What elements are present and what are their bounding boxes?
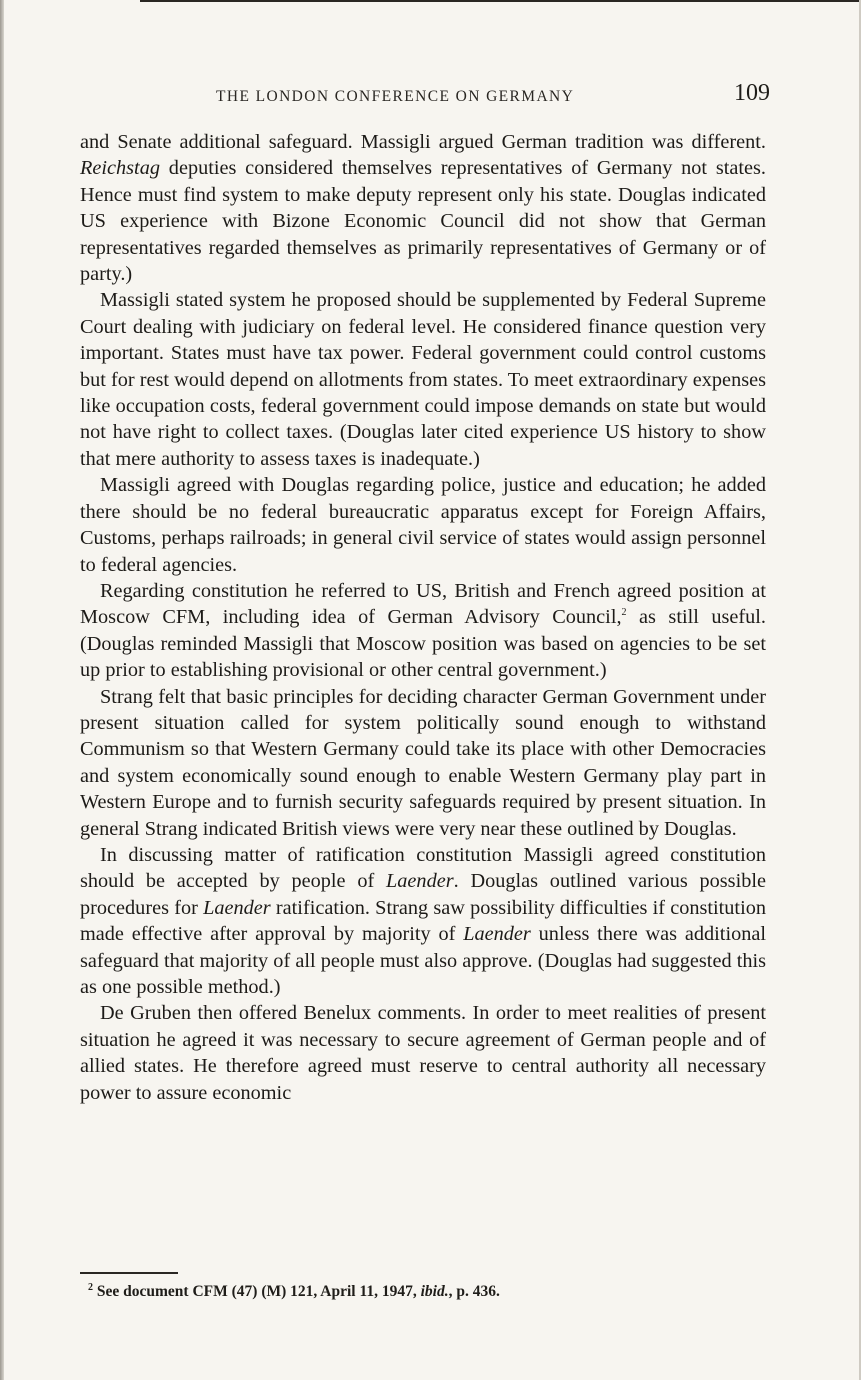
paragraph-4-text: Regarding constitution he referred to US, British and French agreed position at Moscow CFM, including idea of German Advisory Council, [80, 579, 766, 629]
footnote [80, 1283, 778, 1301]
page-number: 109 [734, 80, 770, 106]
footnote-text-b: , p. 436. [448, 1283, 500, 1300]
paragraph-5: Strang felt that basic principles for deciding character German Government under present situation called for system politically sound enough to withstand Communism so that Western Germany could take its place with other Democracies and system economically sound enough to enable Western Germany play part in Western Europe and to furnish security safeguards required by present situation. In general Strang indicated British views were very near these outlined by Douglas. [80, 685, 766, 840]
page-binding-edge [0, 0, 4, 1380]
paragraph-4 [80, 578, 766, 684]
paragraph-7: De Gruben then offered Benelux comments. In order to meet realities of present situation he agreed it was necessary to secure agreement of German people and of allied states. He therefore agreed must reserve to central authority all necessary power to assure economic [80, 1002, 766, 1104]
running-title: THE LONDON CONFERENCE ON GERMANY [216, 88, 575, 105]
running-head [80, 80, 770, 114]
paragraph-3: Massigli agreed with Douglas regarding police, justice and education; he added there should be no federal bureaucratic apparatus except for Foreign Affairs, Customs, perhaps railroads; in general civil service of states would assign personnel to federal agencies. [80, 474, 766, 576]
paragraph-6-text-d: unless there was additional safeguard that majority of all people must also approve. (Douglas had suggested this as one possible method.) [80, 923, 766, 998]
paragraph-6-text-c: ratification. Strang saw possibility difficulties if constitution made effective after approval by majority of [80, 896, 766, 946]
paragraph-6-text-b: . Douglas outlined various possible procedures for [80, 870, 766, 919]
paragraph-1-text-b: deputies considered themselves representatives of Germany not states. Hence must find system to make deputy represent only his state. Douglas indicated US experience with Bizone Economic Council did not show that German representatives regarded themselves as primarily representatives of Germany or of party.) [80, 157, 766, 286]
paragraph-6-italic-2: Laender [203, 896, 271, 919]
paragraph-6-italic-1: Laender [386, 870, 454, 893]
footnote-rule [80, 1272, 178, 1274]
paragraph-1 [80, 129, 766, 287]
paragraph-6-text-a: In discussing matter of ratification constitution Massigli agreed constitution should be accepted by people of [80, 843, 766, 893]
paragraph-6-italic-3: Laender [463, 923, 531, 946]
footnote-reference: 2 [621, 607, 627, 619]
paragraph-2: Massigli stated system he proposed should be supplemented by Federal Supreme Court dealing with judiciary on federal level. He considered finance question very important. States must have tax power. Federal government could control customs but for rest would depend on allotments from states. To meet extraordinary expenses like occupation costs, federal government could impose demands on state but would not have right to collect taxes. (Douglas later cited experience US history to show that mere authority to assess taxes is inadequate.) [80, 289, 766, 470]
paragraph-6 [80, 842, 766, 1000]
body-text [80, 129, 766, 1106]
top-edge-rule [140, 0, 861, 2]
footnote-text: See document CFM (47) (M) 121, April 11, 1947, [96, 1283, 417, 1300]
footnote-italic: ibid. [420, 1283, 449, 1300]
paragraph-1-italic: Reichstag [80, 157, 160, 180]
paragraph-4-text-b: as still useful. (Douglas reminded Massigli that Moscow position was based on agencies to be set up prior to establishing provisional or other central government.) [80, 606, 766, 682]
paragraph-1-text: and Senate additional safeguard. Massigli argued German tradition was different. [80, 131, 766, 153]
footnote-marker: 2 [88, 1281, 93, 1293]
